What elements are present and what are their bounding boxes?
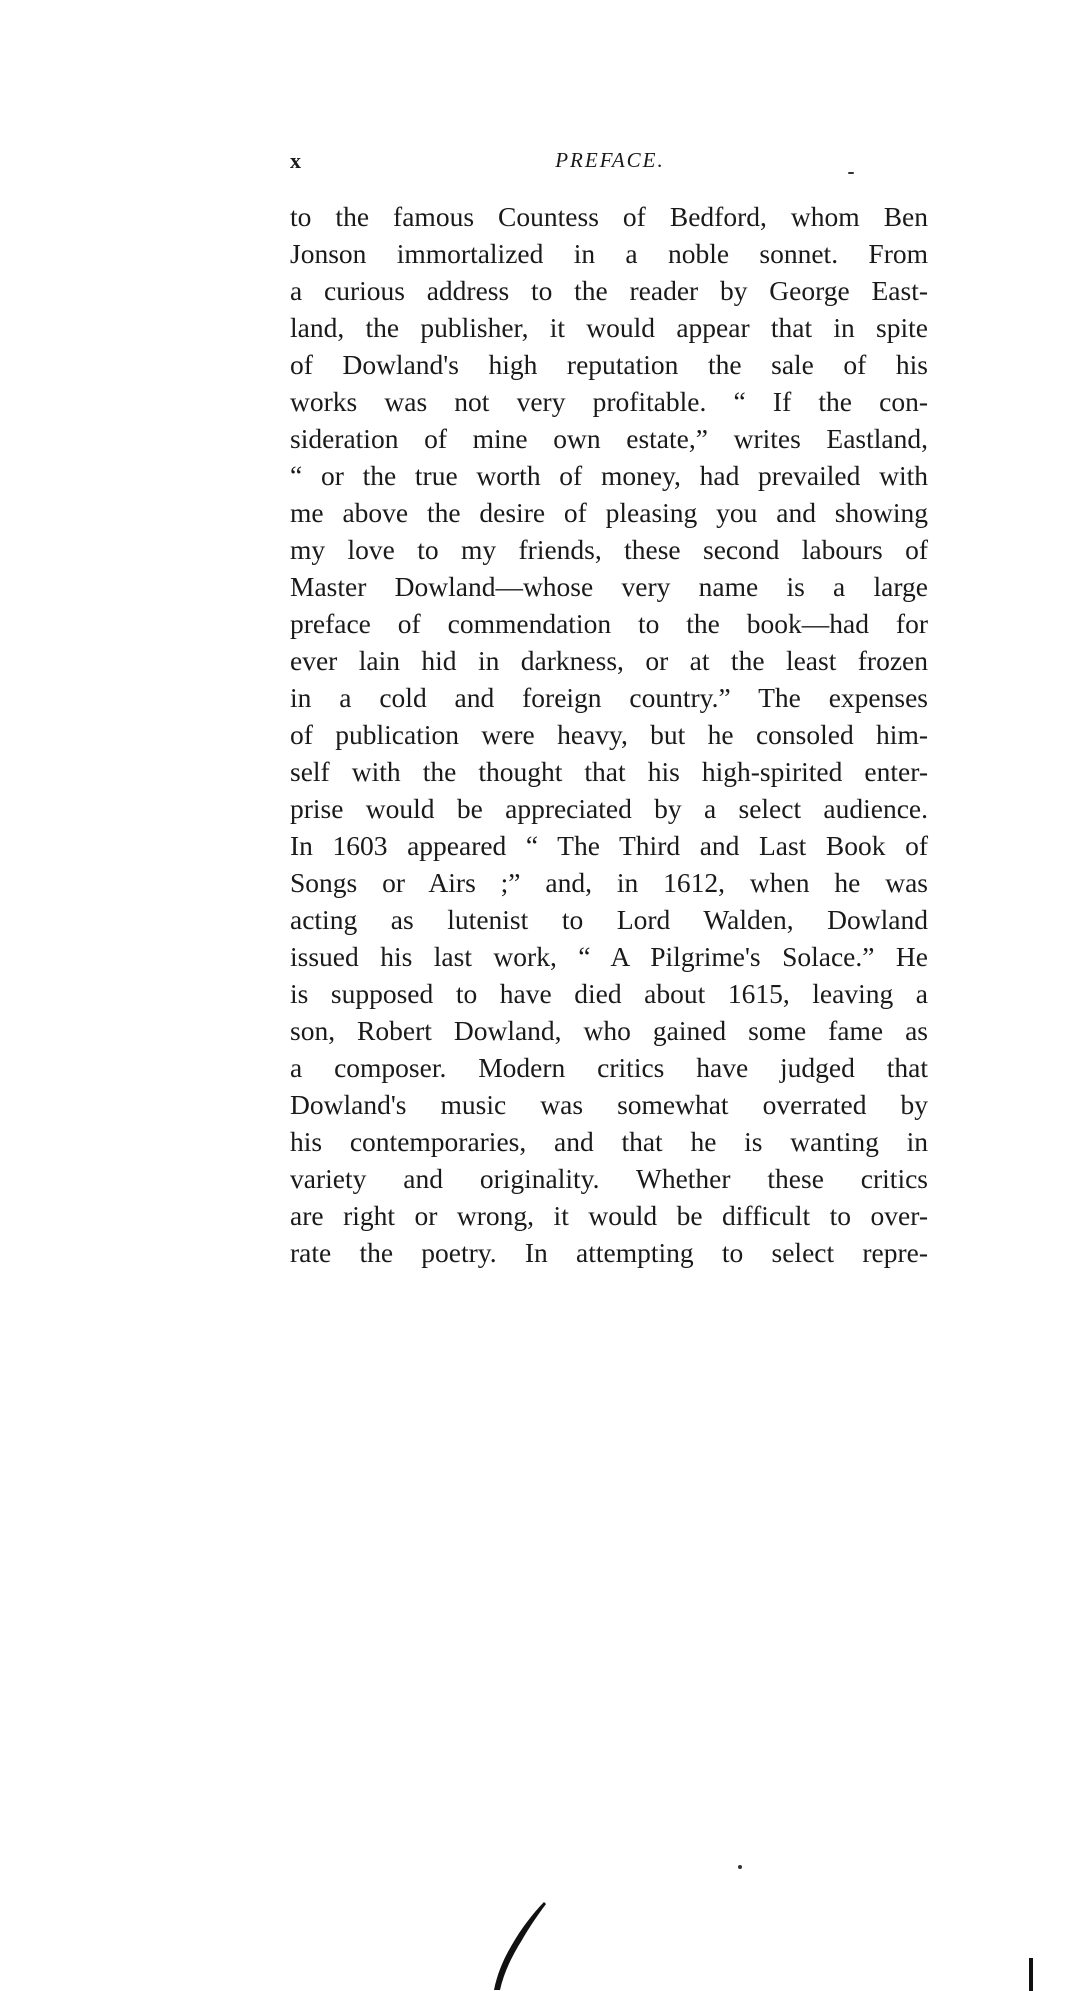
text-line: of Dowland's high reputation the sale of his <box>290 349 928 380</box>
text-line: ever lain hid in darkness, or at the least frozen <box>290 645 928 676</box>
ink-speck <box>848 172 854 174</box>
text-line: me above the desire of pleasing you and showing <box>290 497 928 528</box>
text-line: “ or the true worth of money, had prevailed with <box>290 460 928 491</box>
text-line: Songs or Airs ;” and, in 1612, when he was <box>290 867 928 898</box>
text-line: his contemporaries, and that he is wanting in <box>290 1126 928 1157</box>
text-line: works was not very profitable. “ If the con- <box>290 386 928 417</box>
text-line: to the famous Countess of Bedford, whom Ben <box>290 201 928 232</box>
text-line: rate the poetry. In attempting to select repre- <box>290 1237 928 1268</box>
text-line: is supposed to have died about 1615, leaving a <box>290 978 928 1009</box>
text-line: a curious address to the reader by George East- <box>290 275 928 306</box>
text-line: in a cold and foreign country.” The expenses <box>290 682 928 713</box>
text-line: son, Robert Dowland, who gained some fame as <box>290 1015 928 1046</box>
page-number: x <box>290 148 301 173</box>
page-header <box>290 148 930 178</box>
text-line: my love to my friends, these second labours of <box>290 534 928 565</box>
text-line: sideration of mine own estate,” writes Eastland, <box>290 423 928 454</box>
ink-speck <box>738 1865 742 1869</box>
text-line: Master Dowland—whose very name is a large <box>290 571 928 602</box>
text-line: land, the publisher, it would appear that in spite <box>290 312 928 343</box>
text-line: In 1603 appeared “ The Third and Last Book of <box>290 830 928 861</box>
text-line: Jonson immortalized in a noble sonnet. From <box>290 238 928 269</box>
text-line: variety and originality. Whether these critics <box>290 1163 928 1194</box>
text-line: prise would be appreciated by a select audience. <box>290 793 928 824</box>
text-line: of publication were heavy, but he consoled him- <box>290 719 928 750</box>
text-line: issued his last work, “ A Pilgrime's Solace.” He <box>290 941 928 972</box>
running-title: PREFACE. <box>555 148 665 172</box>
body-text <box>290 198 928 1271</box>
text-line: preface of commendation to the book—had for <box>290 608 928 639</box>
pen-stroke-mark <box>486 1898 556 1991</box>
text-line: Dowland's music was somewhat overrated by <box>290 1089 928 1120</box>
text-line: are right or wrong, it would be difficult to over- <box>290 1200 928 1231</box>
text-line: self with the thought that his high-spirited enter- <box>290 756 928 787</box>
text-line: acting as lutenist to Lord Walden, Dowland <box>290 904 928 935</box>
page-edge-mark <box>1029 1958 1033 1991</box>
text-line: a composer. Modern critics have judged that <box>290 1052 928 1083</box>
